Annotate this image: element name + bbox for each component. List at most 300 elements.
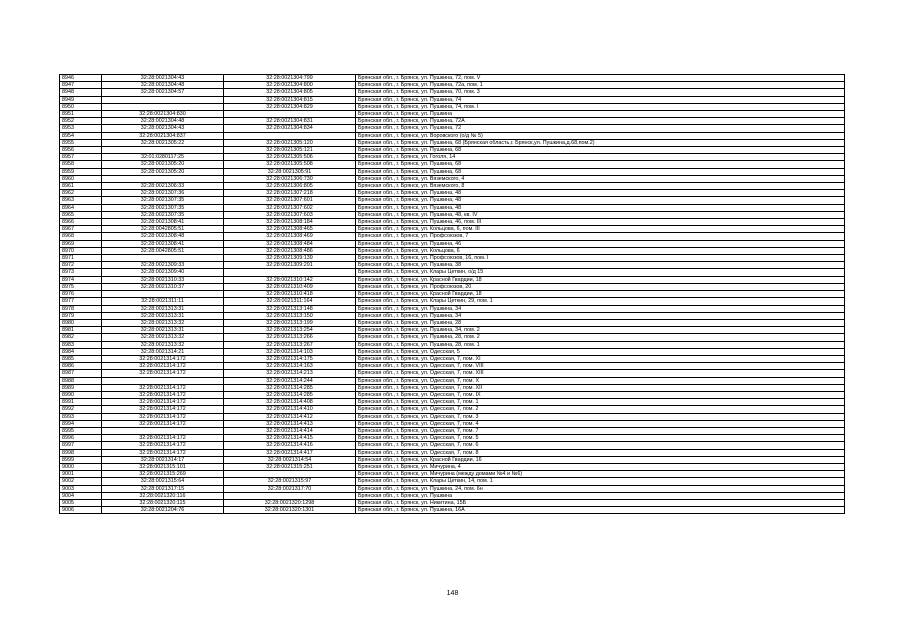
object-cadastral-number-cell: 32:28:0021308:469	[224, 233, 356, 240]
address-cell: Брянская обл., г. Брянск, ул. Одесская, 5	[356, 348, 845, 355]
object-cadastral-number-cell	[224, 269, 356, 276]
table-row	[60, 312, 845, 319]
object-cadastral-number-cell: 32:28:0021304:815	[224, 96, 356, 103]
object-cadastral-number-cell: 32:28:0021306:730	[224, 175, 356, 182]
object-cadastral-number-cell: 32:28:0021305:91	[224, 168, 356, 175]
row-number-cell: 9004	[60, 492, 102, 499]
object-cadastral-number-cell: 32:28:0021313:199	[224, 319, 356, 326]
object-cadastral-number-cell: 32:28:0021314:285	[224, 384, 356, 391]
table-row	[60, 478, 845, 485]
parcel-cadastral-number-cell: 32:28:0021308:41	[102, 219, 224, 226]
object-cadastral-number-cell: 32:28:0021307:602	[224, 204, 356, 211]
row-number-cell: 8991	[60, 399, 102, 406]
parcel-cadastral-number-cell	[102, 377, 224, 384]
table-row	[60, 327, 845, 334]
row-number-cell: 8960	[60, 175, 102, 182]
object-cadastral-number-cell: 32:28:0021305:121	[224, 147, 356, 154]
row-number-cell: 8947	[60, 82, 102, 89]
address-cell: Брянская обл., г. Брянск, ул. Пушкина, 28, пом. 2	[356, 334, 845, 341]
object-cadastral-number-cell: 32:28:0021310:409	[224, 283, 356, 290]
table-row	[60, 154, 845, 161]
row-number-cell: 8946	[60, 75, 102, 82]
address-cell: Брянская обл., г. Брянск, ул. Пушкина	[356, 492, 845, 499]
table-row	[60, 319, 845, 326]
row-number-cell: 8994	[60, 420, 102, 427]
row-number-cell: 9003	[60, 485, 102, 492]
table-row	[60, 348, 845, 355]
row-number-cell: 8980	[60, 319, 102, 326]
parcel-cadastral-number-cell: 32:28:0021310:33	[102, 276, 224, 283]
object-cadastral-number-cell: 32:28:0021314:410	[224, 406, 356, 413]
parcel-cadastral-number-cell	[102, 96, 224, 103]
table-row	[60, 197, 845, 204]
parcel-cadastral-number-cell: 32:28:0021314:172	[102, 355, 224, 362]
row-number-cell: 8953	[60, 125, 102, 132]
address-cell: Брянская обл., г. Брянск, ул. Профсоюзов, 7	[356, 233, 845, 240]
object-cadastral-number-cell: 32:28:0021314:213	[224, 370, 356, 377]
address-cell: Брянская обл., г. Брянск, ул. Гоголя, 14	[356, 154, 845, 161]
address-cell: Брянская обл., г. Брянск, ул. Пушкина, 48	[356, 204, 845, 211]
parcel-cadastral-number-cell: 32:28:0021304:830	[102, 111, 224, 118]
parcel-cadastral-number-cell	[102, 103, 224, 110]
object-cadastral-number-cell: 32:28:0021314:244	[224, 377, 356, 384]
table-row	[60, 355, 845, 362]
row-number-cell: 8948	[60, 89, 102, 96]
parcel-cadastral-number-cell: 32:28:0021307:36	[102, 190, 224, 197]
table-row	[60, 463, 845, 470]
object-cadastral-number-cell: 32:28:0021304:799	[224, 75, 356, 82]
object-cadastral-number-cell	[224, 471, 356, 478]
row-number-cell: 8957	[60, 154, 102, 161]
table-row	[60, 507, 845, 514]
object-cadastral-number-cell: 32:28:0021314:163	[224, 363, 356, 370]
table-row	[60, 406, 845, 413]
row-number-cell: 8993	[60, 413, 102, 420]
parcel-cadastral-number-cell: 32:28:0021310:37	[102, 283, 224, 290]
address-cell: Брянская обл., г. Брянск, ул. Одесская, 7, пом. 8	[356, 449, 845, 456]
address-cell: Брянская обл., г. Брянск, ул. Пушкина, 74, пом. I	[356, 103, 845, 110]
parcel-cadastral-number-cell: 32:28:0021314:172	[102, 363, 224, 370]
parcel-cadastral-number-cell: 32:28:0021313:31	[102, 312, 224, 319]
parcel-cadastral-number-cell: 32:28:0021320:115	[102, 499, 224, 506]
row-number-cell: 9001	[60, 471, 102, 478]
row-number-cell: 8989	[60, 384, 102, 391]
object-cadastral-number-cell: 32:28:0021314:413	[224, 420, 356, 427]
address-cell: Брянская обл., г. Брянск, ул. Пушкина, 72	[356, 125, 845, 132]
object-cadastral-number-cell	[224, 132, 356, 139]
row-number-cell: 8954	[60, 132, 102, 139]
address-cell: Брянская обл., г. Брянск, ул. Пушкина, 34, пом. 2	[356, 327, 845, 334]
parcel-cadastral-number-cell: 32:28:0021304:57	[102, 89, 224, 96]
table-row	[60, 384, 845, 391]
table-row	[60, 219, 845, 226]
object-cadastral-number-cell: 32:28:0021314:416	[224, 442, 356, 449]
object-cadastral-number-cell: 32:28:0021314:103	[224, 348, 356, 355]
parcel-cadastral-number-cell: 32:28:0021309:33	[102, 262, 224, 269]
object-cadastral-number-cell: 32:28:0021313:266	[224, 334, 356, 341]
row-number-cell: 9000	[60, 463, 102, 470]
address-cell: Брянская обл., г. Брянск, ул. Одесская, 7, пом. 5	[356, 435, 845, 442]
object-cadastral-number-cell: 32:28:0021304:831	[224, 118, 356, 125]
address-cell: Брянская обл., г. Брянск, ул. Профсоюзов, 20	[356, 283, 845, 290]
object-cadastral-number-cell: 32:28:0021305:120	[224, 139, 356, 146]
address-cell: Брянская обл., г. Брянск, ул. Пушкина, 68 (Брянская область,г. Брянск,ул. Пушкина,д.68,пом.2)	[356, 139, 845, 146]
address-cell: Брянская обл., г. Брянск, ул. Одесская, 7, пом. 7	[356, 427, 845, 434]
address-cell: Брянская обл., г. Брянск, ул. Красной Гвардии, 18	[356, 291, 845, 298]
address-cell: Брянская обл., г. Брянск, ул. Одесская, 7, пом. 6	[356, 442, 845, 449]
parcel-cadastral-number-cell: 32:28:0021204:76	[102, 507, 224, 514]
row-number-cell: 8995	[60, 427, 102, 434]
parcel-cadastral-number-cell: 32:28:0021314:172	[102, 370, 224, 377]
table-row	[60, 499, 845, 506]
address-cell: Брянская обл., г. Брянск, ул. Пушкина, 72А	[356, 118, 845, 125]
table-row	[60, 262, 845, 269]
parcel-cadastral-number-cell: 32:28:0021304:837	[102, 132, 224, 139]
table-row	[60, 413, 845, 420]
object-cadastral-number-cell: 32:28:0021306:805	[224, 183, 356, 190]
table-row	[60, 211, 845, 218]
object-cadastral-number-cell: 32:28:0021305:506	[224, 154, 356, 161]
parcel-cadastral-number-cell	[102, 147, 224, 154]
row-number-cell: 8949	[60, 96, 102, 103]
address-cell: Брянская обл., г. Брянск, ул. Пушкина, 68	[356, 161, 845, 168]
table-row	[60, 226, 845, 233]
object-cadastral-number-cell: 32:28:0021310:142	[224, 276, 356, 283]
row-number-cell: 8981	[60, 327, 102, 334]
parcel-cadastral-number-cell: 32:28:0021305:20	[102, 168, 224, 175]
parcel-cadastral-number-cell: 32:28:0021314:172	[102, 442, 224, 449]
table-row	[60, 147, 845, 154]
parcel-cadastral-number-cell: 32:28:0021314:172	[102, 413, 224, 420]
address-cell: Брянская обл., г. Брянск, ул. Воровского (о/д № 5)	[356, 132, 845, 139]
parcel-cadastral-number-cell: 32:28:0042805:51	[102, 247, 224, 254]
row-number-cell: 8975	[60, 283, 102, 290]
address-cell: Брянская обл., г. Брянск, ул. Пушкина, 46, пом. III	[356, 219, 845, 226]
address-cell: Брянская обл., г. Брянск, ул. Клары Цеткин, о/д 15	[356, 269, 845, 276]
table-row	[60, 276, 845, 283]
row-number-cell: 8969	[60, 240, 102, 247]
table-row	[60, 298, 845, 305]
parcel-cadastral-number-cell	[102, 427, 224, 434]
address-cell: Брянская обл., г. Брянск, ул. Одесская, 7, пом. XI	[356, 355, 845, 362]
table-row	[60, 75, 845, 82]
address-cell: Брянская обл., г. Брянск, ул. Пушкина, 28, пом. 1	[356, 341, 845, 348]
row-number-cell: 8966	[60, 219, 102, 226]
address-cell: Брянская обл., г. Брянск, ул. Одесская, 7, пом. VIII	[356, 363, 845, 370]
row-number-cell: 8959	[60, 168, 102, 175]
parcel-cadastral-number-cell: 32:28:0021314:17	[102, 456, 224, 463]
parcel-cadastral-number-cell: 32:28:0021304:43	[102, 125, 224, 132]
row-number-cell: 8952	[60, 118, 102, 125]
table-row	[60, 161, 845, 168]
address-cell: Брянская обл., г. Брянск, ул. Клары Цеткин, 29, пом. 1	[356, 298, 845, 305]
address-cell: Брянская обл., г. Брянск, ул. Кольцова, 6	[356, 247, 845, 254]
object-cadastral-number-cell: 32:28:0021314:54	[224, 456, 356, 463]
table-row	[60, 442, 845, 449]
table-row	[60, 247, 845, 254]
page-number: 148	[446, 590, 459, 597]
object-cadastral-number-cell	[224, 111, 356, 118]
parcel-cadastral-number-cell: 32:28:0021314:172	[102, 435, 224, 442]
parcel-cadastral-number-cell: 32:28:0021314:172	[102, 384, 224, 391]
address-cell: Брянская обл., г. Брянск, ул. Одесская, 7, пом. 2	[356, 406, 845, 413]
parcel-cadastral-number-cell: 32:28:0021314:172	[102, 449, 224, 456]
object-cadastral-number-cell: 32:28:0021304:800	[224, 82, 356, 89]
row-number-cell: 8968	[60, 233, 102, 240]
address-cell: Брянская обл., г. Брянск, ул. Красной Гвардии, 18	[356, 276, 845, 283]
table-row	[60, 89, 845, 96]
row-number-cell: 8971	[60, 255, 102, 262]
row-number-cell: 8967	[60, 226, 102, 233]
parcel-cadastral-number-cell: 32:28:0021306:33	[102, 183, 224, 190]
object-cadastral-number-cell: 32:28:0021304:805	[224, 89, 356, 96]
parcel-cadastral-number-cell	[102, 255, 224, 262]
table-row	[60, 168, 845, 175]
row-number-cell: 8992	[60, 406, 102, 413]
table-row	[60, 435, 845, 442]
parcel-cadastral-number-cell: 32:28:0021313:31	[102, 305, 224, 312]
parcel-cadastral-number-cell: 32:01:0280117:25	[102, 154, 224, 161]
table-row	[60, 111, 845, 118]
table-row	[60, 334, 845, 341]
object-cadastral-number-cell: 32:28:0021313:148	[224, 305, 356, 312]
parcel-cadastral-number-cell: 32:28:0021313:32	[102, 334, 224, 341]
row-number-cell: 8985	[60, 355, 102, 362]
row-number-cell: 8987	[60, 370, 102, 377]
address-cell: Брянская обл., г. Брянск, ул. Мичурина, 4	[356, 463, 845, 470]
object-cadastral-number-cell: 32:28:0021308:484	[224, 240, 356, 247]
table-row	[60, 269, 845, 276]
object-cadastral-number-cell: 32:28:0021314:415	[224, 435, 356, 442]
row-number-cell: 8956	[60, 147, 102, 154]
object-cadastral-number-cell: 32:28:0021313:254	[224, 327, 356, 334]
row-number-cell: 9002	[60, 478, 102, 485]
parcel-cadastral-number-cell: 32:28:0021307:35	[102, 211, 224, 218]
row-number-cell: 8974	[60, 276, 102, 283]
object-cadastral-number-cell: 32:28:0021314:175	[224, 355, 356, 362]
address-cell: Брянская обл., г. Брянск, ул. Никитина, 15Б	[356, 499, 845, 506]
parcel-cadastral-number-cell: 32:28:0021311:11	[102, 298, 224, 305]
table-row	[60, 175, 845, 182]
row-number-cell: 8997	[60, 442, 102, 449]
address-cell: Брянская обл., г. Брянск, ул. Пушкина	[356, 111, 845, 118]
row-number-cell: 8970	[60, 247, 102, 254]
address-cell: Брянская обл., г. Брянск, ул. Пушкина, 38	[356, 262, 845, 269]
row-number-cell: 8988	[60, 377, 102, 384]
row-number-cell: 9005	[60, 499, 102, 506]
object-cadastral-number-cell: 32:28:0021314:417	[224, 449, 356, 456]
table-row	[60, 82, 845, 89]
address-cell: Брянская обл., г. Брянск, ул. Пушкина, 68	[356, 168, 845, 175]
parcel-cadastral-number-cell: 32:28:0021308:48	[102, 233, 224, 240]
address-cell: Брянская обл., г. Брянск, ул. Одесская, 7, пом. XII	[356, 384, 845, 391]
table-row	[60, 305, 845, 312]
table-row	[60, 190, 845, 197]
table-row	[60, 377, 845, 384]
object-cadastral-number-cell: 32:28:0021308:486	[224, 247, 356, 254]
address-cell: Брянская обл., г. Брянск, ул. Клары Цеткин, 14, пом. 1	[356, 478, 845, 485]
object-cadastral-number-cell: 32:28:0021304:829	[224, 103, 356, 110]
object-cadastral-number-cell: 32:28:0021315:97	[224, 478, 356, 485]
table-row	[60, 204, 845, 211]
parcel-cadastral-number-cell: 32:28:0021313:31	[102, 327, 224, 334]
row-number-cell: 8986	[60, 363, 102, 370]
object-cadastral-number-cell: 32:28:0021309:291	[224, 262, 356, 269]
row-number-cell: 8951	[60, 111, 102, 118]
object-cadastral-number-cell: 32:28:0021307:218	[224, 190, 356, 197]
object-cadastral-number-cell: 32:28:0021307:603	[224, 211, 356, 218]
parcel-cadastral-number-cell: 32:28:0021315:269	[102, 471, 224, 478]
object-cadastral-number-cell: 32:28:0021310:418	[224, 291, 356, 298]
table-row	[60, 233, 845, 240]
parcel-cadastral-number-cell: 32:28:0021307:35	[102, 204, 224, 211]
table-row	[60, 370, 845, 377]
registry-sheet	[59, 74, 845, 514]
table-row	[60, 420, 845, 427]
address-cell: Брянская обл., г. Брянск, ул. Вяземского, 4	[356, 175, 845, 182]
table-row	[60, 139, 845, 146]
parcel-cadastral-number-cell: 32:28:0021317:15	[102, 485, 224, 492]
table-row	[60, 103, 845, 110]
address-cell: Брянская обл., г. Брянск, ул. Одесская, 7, пом. X	[356, 377, 845, 384]
row-number-cell: 8979	[60, 312, 102, 319]
parcel-cadastral-number-cell: 32:28:0021313:32	[102, 319, 224, 326]
row-number-cell: 8978	[60, 305, 102, 312]
registry-table-body	[60, 75, 845, 514]
parcel-cadastral-number-cell: 32:28:0021304:48	[102, 82, 224, 89]
parcel-cadastral-number-cell: 32:28:0021305:20	[102, 161, 224, 168]
table-row	[60, 456, 845, 463]
address-cell: Брянская обл., г. Брянск, ул. Одесская, 7, пом. 1	[356, 399, 845, 406]
row-number-cell: 8998	[60, 449, 102, 456]
parcel-cadastral-number-cell: 32:28:0042805:51	[102, 226, 224, 233]
object-cadastral-number-cell: 32:28:0021313:267	[224, 341, 356, 348]
parcel-cadastral-number-cell: 32:28:0021309:40	[102, 269, 224, 276]
parcel-cadastral-number-cell: 32:28:0021315:101	[102, 463, 224, 470]
parcel-cadastral-number-cell: 32:28:0021304:43	[102, 75, 224, 82]
address-cell: Брянская обл., г. Брянск, ул. Пушкина, 68	[356, 147, 845, 154]
object-cadastral-number-cell: 32:28:0021315:251	[224, 463, 356, 470]
row-number-cell: 8964	[60, 204, 102, 211]
address-cell: Брянская обл., г. Брянск, ул. Пушкина, 74	[356, 96, 845, 103]
table-row	[60, 283, 845, 290]
row-number-cell: 8963	[60, 197, 102, 204]
parcel-cadastral-number-cell: 32:28:0021314:172	[102, 399, 224, 406]
table-row	[60, 291, 845, 298]
address-cell: Брянская обл., г. Брянск, ул. Одесская, 7, пом. IX	[356, 391, 845, 398]
table-row	[60, 485, 845, 492]
row-number-cell: 8958	[60, 161, 102, 168]
parcel-cadastral-number-cell: 32:28:0021320:116	[102, 492, 224, 499]
row-number-cell: 9006	[60, 507, 102, 514]
object-cadastral-number-cell: 32:28:0021307:601	[224, 197, 356, 204]
registry-table	[59, 74, 845, 514]
table-row	[60, 363, 845, 370]
object-cadastral-number-cell	[224, 492, 356, 499]
parcel-cadastral-number-cell: 32:28:0021313:32	[102, 341, 224, 348]
table-row	[60, 132, 845, 139]
row-number-cell: 8976	[60, 291, 102, 298]
table-row	[60, 341, 845, 348]
row-number-cell: 8996	[60, 435, 102, 442]
parcel-cadastral-number-cell: 32:28:0021314:172	[102, 406, 224, 413]
parcel-cadastral-number-cell: 32:28:0021314:172	[102, 391, 224, 398]
address-cell: Брянская обл., г. Брянск, ул. Профсоюзов, 16, пом. I	[356, 255, 845, 262]
address-cell: Брянская обл., г. Брянск, ул. Пушкина, 72а, пом. 1	[356, 82, 845, 89]
address-cell: Брянская обл., г. Брянск, ул. Пушкина, 24, пом. 6н	[356, 485, 845, 492]
parcel-cadastral-number-cell: 32:28:0021308:41	[102, 240, 224, 247]
object-cadastral-number-cell: 32:28:0021314:285	[224, 391, 356, 398]
object-cadastral-number-cell: 32:28:0021308:184	[224, 219, 356, 226]
address-cell: Брянская обл., г. Брянск, ул. Вяземского, 8	[356, 183, 845, 190]
object-cadastral-number-cell: 32:28:0021304:834	[224, 125, 356, 132]
parcel-cadastral-number-cell	[102, 291, 224, 298]
address-cell: Брянская обл., г. Брянск, ул. Кольцова, 6, пом. III	[356, 226, 845, 233]
table-row	[60, 240, 845, 247]
table-row	[60, 118, 845, 125]
parcel-cadastral-number-cell: 32:28:0021304:48	[102, 118, 224, 125]
row-number-cell: 8972	[60, 262, 102, 269]
object-cadastral-number-cell: 32:28:0021314:412	[224, 413, 356, 420]
address-cell: Брянская обл., г. Брянск, ул. Пушкина, 28	[356, 319, 845, 326]
object-cadastral-number-cell: 32:28:0021314:414	[224, 427, 356, 434]
row-number-cell: 8983	[60, 341, 102, 348]
address-cell: Брянская обл., г. Брянск, ул. Одесская, 7, пом. 4	[356, 420, 845, 427]
table-row	[60, 399, 845, 406]
row-number-cell: 8990	[60, 391, 102, 398]
address-cell: Брянская обл., г. Брянск, ул. Пушкина, 16А	[356, 507, 845, 514]
table-row	[60, 492, 845, 499]
object-cadastral-number-cell: 32:28:0021317:70	[224, 485, 356, 492]
object-cadastral-number-cell: 32:28:0021308:465	[224, 226, 356, 233]
object-cadastral-number-cell: 32:28:0021320:1298	[224, 499, 356, 506]
address-cell: Брянская обл., г. Брянск, ул. Пушкина, 34	[356, 305, 845, 312]
address-cell: Брянская обл., г. Брянск, ул. Одесская, 7, пом. 3	[356, 413, 845, 420]
address-cell: Брянская обл., г. Брянск, ул. Пушкина, 34	[356, 312, 845, 319]
parcel-cadastral-number-cell: 32:28:0021315:64	[102, 478, 224, 485]
parcel-cadastral-number-cell: 32:28:0021314:172	[102, 420, 224, 427]
row-number-cell: 8977	[60, 298, 102, 305]
row-number-cell: 8984	[60, 348, 102, 355]
row-number-cell: 8982	[60, 334, 102, 341]
address-cell: Брянская обл., г. Брянск, ул. Пушкина, 46	[356, 240, 845, 247]
parcel-cadastral-number-cell: 32:28:0021305:22	[102, 139, 224, 146]
object-cadastral-number-cell: 32:28:0021314:408	[224, 399, 356, 406]
table-row	[60, 391, 845, 398]
address-cell: Брянская обл., г. Брянск, ул. Пушкина, 70, пом. 3	[356, 89, 845, 96]
row-number-cell: 8973	[60, 269, 102, 276]
row-number-cell: 8961	[60, 183, 102, 190]
row-number-cell: 8965	[60, 211, 102, 218]
address-cell: Брянская обл., г. Брянск, ул. Красной Гвардии, 16	[356, 456, 845, 463]
address-cell: Брянская обл., г. Брянск, ул. Пушкина, 48	[356, 197, 845, 204]
table-row	[60, 125, 845, 132]
table-row	[60, 427, 845, 434]
table-row	[60, 471, 845, 478]
object-cadastral-number-cell: 32:28:0021311:164	[224, 298, 356, 305]
table-row	[60, 449, 845, 456]
row-number-cell: 8955	[60, 139, 102, 146]
row-number-cell: 8962	[60, 190, 102, 197]
row-number-cell: 8950	[60, 103, 102, 110]
table-row	[60, 96, 845, 103]
object-cadastral-number-cell: 32:28:0021309:139	[224, 255, 356, 262]
object-cadastral-number-cell: 32:28:0021313:150	[224, 312, 356, 319]
object-cadastral-number-cell: 32:28:0021305:508	[224, 161, 356, 168]
address-cell: Брянская обл., г. Брянск, ул. Пушкина, 72, пом. V	[356, 75, 845, 82]
object-cadastral-number-cell: 32:28:0021320:1301	[224, 507, 356, 514]
row-number-cell: 8999	[60, 456, 102, 463]
